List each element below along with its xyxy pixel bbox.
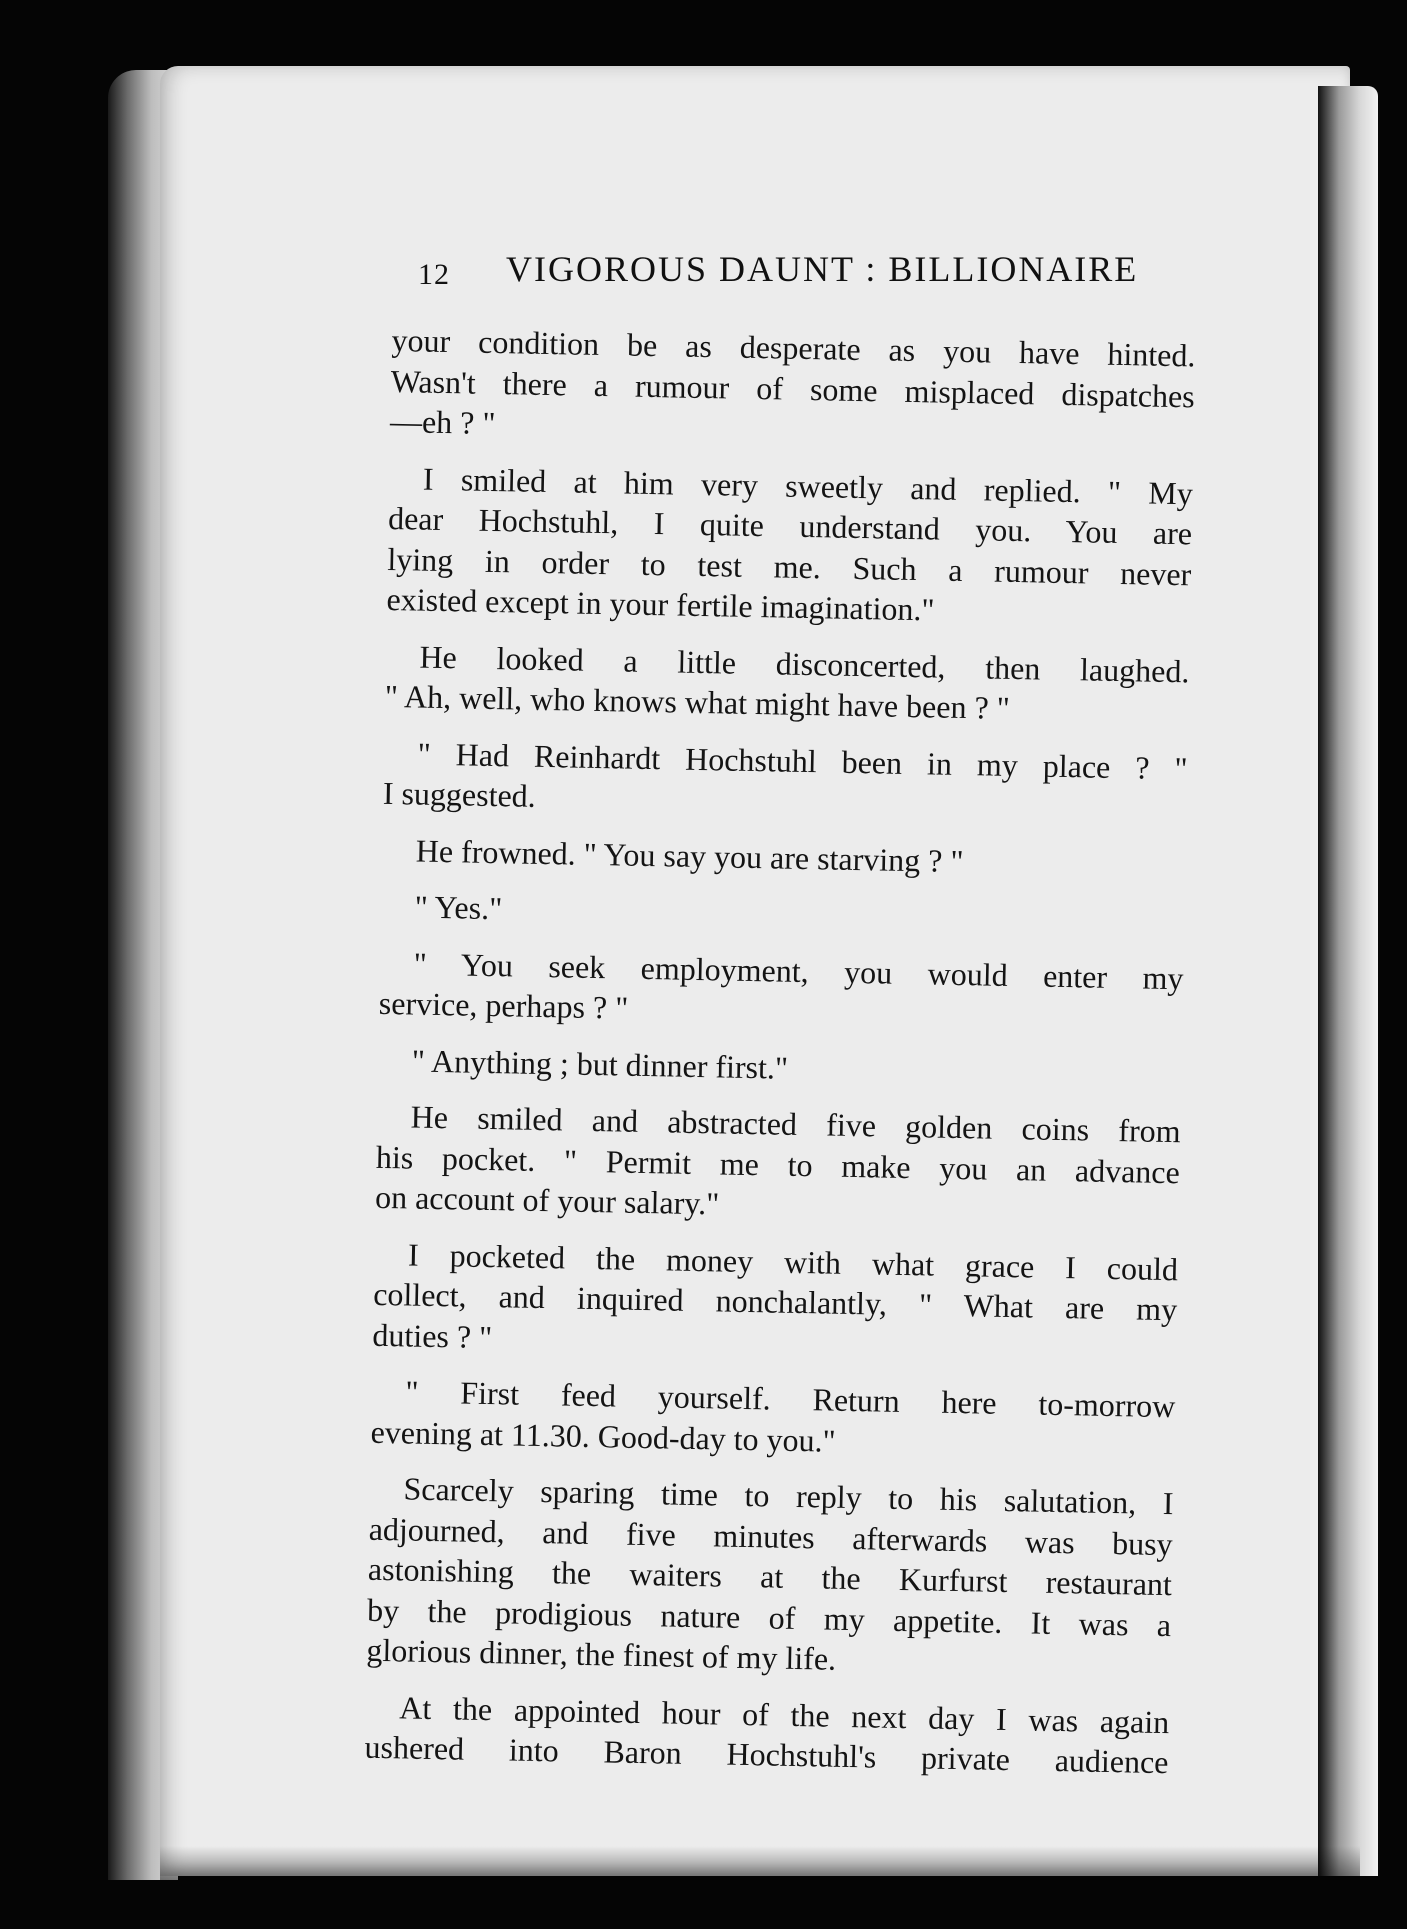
paragraph <box>372 1233 1178 1370</box>
text-line: He frowned. " You say you are starving ? " <box>415 832 964 879</box>
text-line: dear Hochstuhl, I quite understand you. You are <box>387 499 1193 552</box>
paragraph <box>383 732 1188 828</box>
text-line: evening at 11.30. Good-day to you." <box>370 1413 837 1459</box>
paragraph <box>386 457 1193 634</box>
text-line: " Had Reinhardt Hochstuhl been in my place ? " <box>417 735 1188 786</box>
text-line: —eh ? " <box>389 402 496 442</box>
text-line: by the prodigious nature of my appetite. It was a <box>366 1591 1172 1643</box>
text-line: " Ah, well, who knows what might have been ? " <box>384 677 1011 726</box>
facing-page-edge <box>1318 86 1378 1876</box>
text-line: on account of your salary." <box>374 1178 720 1222</box>
text-line: ushered into Baron Hochstuhl's private audience <box>364 1728 1169 1781</box>
text-line: collect, and inquired nonchalantly, " What are my <box>372 1275 1178 1328</box>
text-line: duties ? " <box>372 1316 493 1355</box>
text-line: " You seek employment, you would enter my <box>413 945 1184 996</box>
text-line: " First feed yourself. Return here to-morrow <box>405 1373 1176 1425</box>
body-text <box>364 320 1196 1781</box>
paragraph <box>378 942 1183 1038</box>
text-line: existed except in your fertile imagination." <box>386 580 935 628</box>
running-title: VIGOROUS DAUNT : BILLIONAIRE <box>506 249 1139 289</box>
paragraph <box>390 320 1196 457</box>
text-line: He looked a little disconcerted, then laughed. <box>419 638 1190 689</box>
paragraph <box>384 635 1189 731</box>
text-line: lying in order to test me. Such a rumour never <box>387 540 1192 592</box>
text-line: I pocketed the money with what grace I could <box>407 1235 1179 1287</box>
page-number: 12 <box>418 258 450 291</box>
page-bottom-shadow <box>160 1846 1360 1880</box>
text-line: astonishing the waiters at the Kurfurst restaurant <box>367 1550 1173 1603</box>
text-line: He smiled and abstracted five golden coins from <box>410 1098 1181 1150</box>
text-line: " Yes." <box>414 888 503 927</box>
text-line: I smiled at him very sweetly and replied. " My <box>422 460 1194 511</box>
text-line: service, perhaps ? " <box>378 984 629 1026</box>
text-line: Wasn't there a rumour of some misplaced dispatches <box>390 362 1196 414</box>
text-line: his pocket. " Permit me to make you an advance <box>375 1138 1181 1190</box>
text-line: adjourned, and five minutes afterwards was busy <box>368 1510 1173 1562</box>
text-line: your condition be as desperate as you have hinted. <box>391 321 1196 374</box>
paragraph <box>366 1468 1174 1686</box>
text-line: I suggested. <box>382 774 537 814</box>
text-line: Scarcely sparing time to reply to his salutation, I <box>403 1470 1174 1522</box>
text-line: glorious dinner, the finest of my life. <box>366 1631 837 1677</box>
paragraph <box>364 1686 1169 1782</box>
text-line: At the appointed hour of the next day I was again <box>399 1688 1170 1740</box>
paragraph <box>375 1096 1181 1233</box>
page-header <box>418 248 1168 306</box>
paragraph <box>370 1371 1175 1467</box>
text-line: " Anything ; but dinner first." <box>411 1042 789 1086</box>
